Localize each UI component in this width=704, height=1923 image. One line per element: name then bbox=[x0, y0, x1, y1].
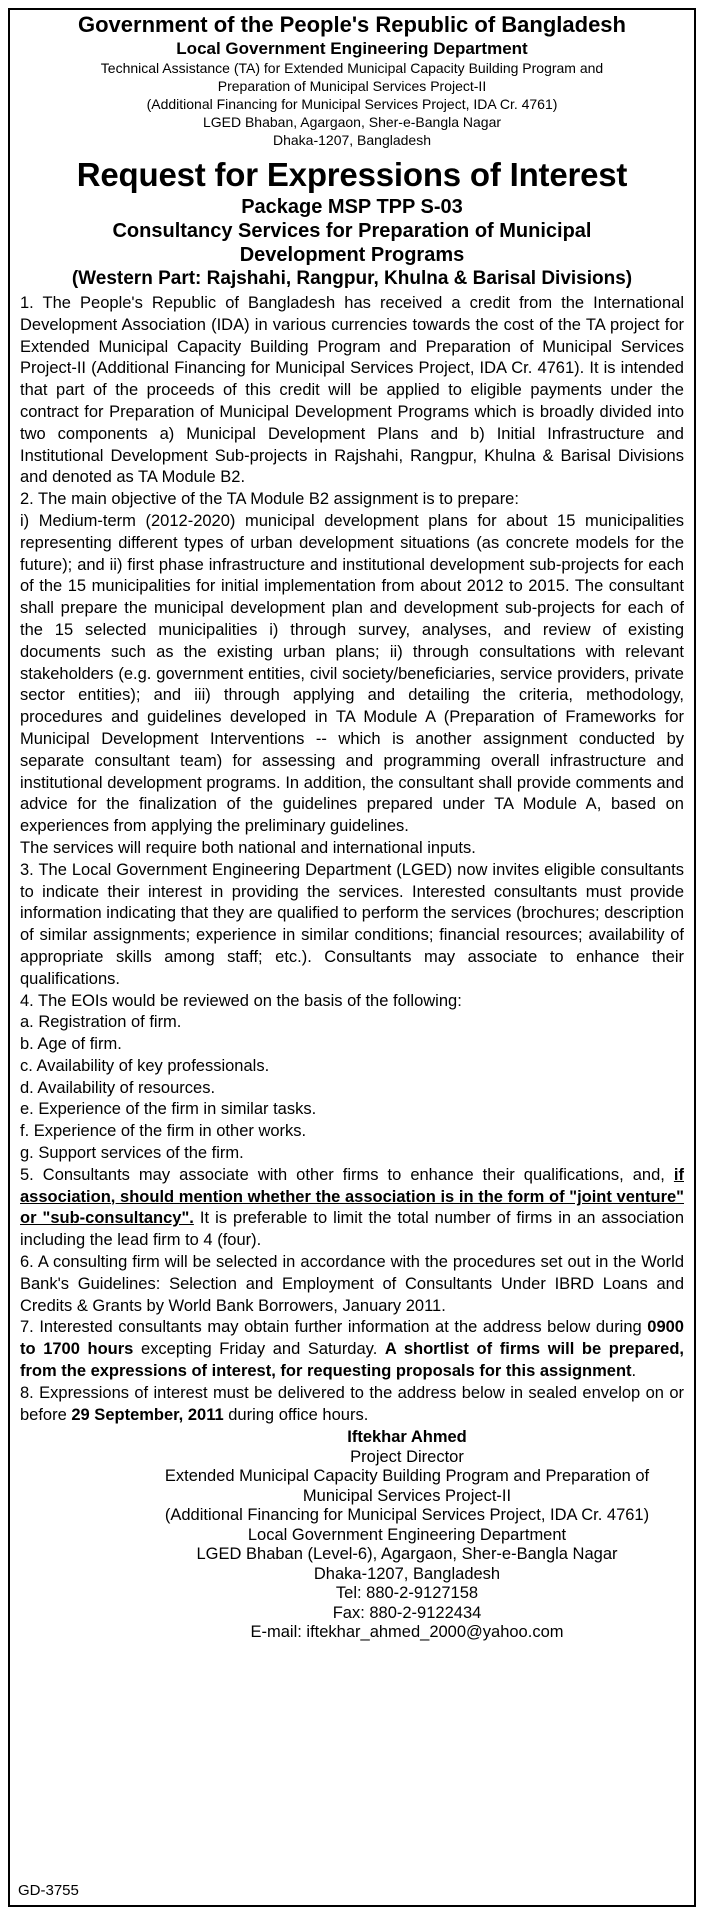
header-line-3: (Additional Financing for Municipal Services Project, IDA Cr. 4761) bbox=[146, 96, 558, 112]
paragraph-7-mid: excepting Friday and Saturday. bbox=[133, 1340, 385, 1359]
header-line-5: Dhaka-1207, Bangladesh bbox=[272, 132, 431, 148]
criteria-list bbox=[20, 1012, 684, 1165]
paragraph-7-intro: 7. Interested consultants may obtain further information at the address below during bbox=[20, 1318, 648, 1337]
header-line-2: Preparation of Municipal Services Project-II bbox=[217, 78, 487, 94]
paragraph-7-end: . bbox=[631, 1362, 637, 1381]
consultancy-title-2: Development Programs bbox=[239, 244, 465, 266]
paragraph-1: 1. The People's Republic of Bangladesh has received a credit from the International Development Association (IDA) in various currencies towards the cost of the TA project for Extended Municipal Capacity Building Program and Preparation of Municipal Services Project-II (Additional Financing for Municipal Services Project, IDA Cr. 4761). It is intended that part of the proceeds of this credit will be applied to eligible payments under the contract for Preparation of Municipal Development Programs which is broadly divided into two components a) Municipal Development Plans and b) Initial Infrastructure and Institutional Development Sub-projects in Rajshahi, Rangpur, Khulna & Barisal Divisions and denoted as TA Module B2. bbox=[20, 294, 684, 487]
paragraph-7 bbox=[20, 1317, 684, 1382]
signatory-title: Project Director bbox=[350, 1447, 464, 1466]
dept-name: Local Government Engineering Department bbox=[176, 39, 528, 58]
notice-page bbox=[8, 8, 696, 1907]
signature-line-6: Dhaka-1207, Bangladesh bbox=[313, 1564, 501, 1583]
paragraph-5 bbox=[20, 1165, 684, 1252]
list-item: e. Experience of the firm in similar tasks. bbox=[20, 1100, 317, 1119]
office-hours: 0900 to 1700 hours bbox=[20, 1318, 684, 1359]
list-item: g. Support services of the firm. bbox=[20, 1144, 244, 1163]
paragraph-2-services: The services will require both national and international inputs. bbox=[20, 838, 476, 857]
paragraph-3: 3. The Local Government Engineering Department (LGED) now invites eligible consultants to indicate their interest in providing the services. Interested consultants must provide information indicating that they are qualified to perform the services (brochures; description of similar assignments; experience in similar conditions; financial resources; availability of appropriate skills among staff; etc.). Consultants may associate to enhance their qualifications. bbox=[20, 860, 684, 988]
org-name: Government of the People's Republic of Bangladesh bbox=[78, 12, 626, 37]
deadline-date: 29 September, 2011 bbox=[71, 1405, 224, 1424]
list-item: a. Registration of firm. bbox=[20, 1013, 182, 1032]
header bbox=[20, 12, 684, 149]
consultancy-title-1: Consultancy Services for Preparation of Municipal bbox=[112, 220, 592, 242]
notice-code: GD-3755 bbox=[18, 1882, 79, 1899]
region-subtitle: (Western Part: Rajshahi, Rangpur, Khulna & Barisal Divisions) bbox=[71, 268, 633, 289]
paragraph-5-intro: 5. Consultants may associate with other firms to enhance their qualifications, and, bbox=[20, 1165, 665, 1184]
page-title: Request for Expressions of Interest bbox=[76, 156, 628, 193]
paragraph-5-rest: It is preferable to limit the total number of firms in an association including the lead firm to 4 (four). bbox=[20, 1209, 684, 1250]
signature-line-3: (Additional Financing for Municipal Services Project, IDA Cr. 4761) bbox=[164, 1506, 650, 1525]
list-item: b. Age of firm. bbox=[20, 1035, 122, 1054]
paragraph-2-details: i) Medium-term (2012-2020) municipal development plans for about 15 municipalities representing different types of urban development situations (as concrete models for the future); and ii) first phase infrastructure and institutional development sub-projects for each of the 15 municipalities for initial implementation from about 2012 to 2015. The consultant shall prepare the municipal development plan and development sub-projects for each of the 15 selected municipalities i) through survey, analyses, and review of existing documents such as the existing urban plans; ii) through consultations with relevant stakeholders (e.g. government entities, civil society/beneficiaries, service providers, private sector entities); and iii) through applying and detailing the criteria, methodology, procedures and guidelines developed in TA Module A (Preparation of Frameworks for Municipal Development Interventions -- which is another assignment conducted by separate consultant team) for assessing and programming overall infrastructure and institutional development programs. In addition, the consultant shall provide comments and advice for the finalization of the guidelines prepared under TA Module A, based on experiences from applying the preliminary guidelines. bbox=[20, 511, 684, 836]
shortlist-note: A shortlist of firms will be prepared, from the expressions of interest, for requesting proposals for this assignment bbox=[20, 1340, 684, 1381]
paragraph-2: 2. The main objective of the TA Module B2 assignment is to prepare: bbox=[20, 490, 519, 509]
paragraph-8 bbox=[20, 1383, 684, 1427]
signature-line-4: Local Government Engineering Department bbox=[247, 1525, 567, 1544]
title-block bbox=[20, 155, 684, 291]
package-label: Package MSP TPP S-03 bbox=[241, 196, 463, 218]
paragraph-8-intro: 8. Expressions of interest must be delivered to the address below in sealed envelop on or before bbox=[20, 1383, 684, 1424]
signature-line-5: LGED Bhaban (Level-6), Agargaon, Sher-e-Bangla Nagar bbox=[196, 1545, 618, 1564]
signatory-name: Iftekhar Ahmed bbox=[347, 1428, 467, 1447]
signature-line-2: Municipal Services Project-II bbox=[302, 1486, 512, 1505]
list-item: d. Availability of resources. bbox=[20, 1078, 216, 1097]
notice-body bbox=[20, 293, 684, 1426]
paragraph-5-emphasis: if association, should mention whether the association is in the form of "joint venture" or "sub-consultancy". bbox=[20, 1165, 684, 1228]
telephone: Tel: 880-2-9127158 bbox=[335, 1584, 479, 1603]
signature-line-1: Extended Municipal Capacity Building Program and Preparation of bbox=[164, 1467, 650, 1486]
fax: Fax: 880-2-9122434 bbox=[332, 1603, 482, 1622]
paragraph-4: 4. The EOIs would be reviewed on the basis of the following: bbox=[20, 991, 462, 1010]
header-line-1: Technical Assistance (TA) for Extended Municipal Capacity Building Program and bbox=[100, 60, 604, 76]
signature-block bbox=[130, 1428, 684, 1643]
header-line-4: LGED Bhaban, Agargaon, Sher-e-Bangla Nagar bbox=[202, 114, 502, 130]
list-item: c. Availability of key professionals. bbox=[20, 1056, 270, 1075]
paragraph-6: 6. A consulting firm will be selected in accordance with the procedures set out in the World Bank's Guidelines: Selection and Employment of Consultants Under IBRD Loans and Credits & Grants by World Bank Borrowers, January 2011. bbox=[20, 1253, 684, 1315]
email: E-mail: iftekhar_ahmed_2000@yahoo.com bbox=[250, 1623, 564, 1642]
list-item: f. Experience of the firm in other works. bbox=[20, 1122, 307, 1141]
paragraph-8-end: during office hours. bbox=[223, 1405, 369, 1424]
